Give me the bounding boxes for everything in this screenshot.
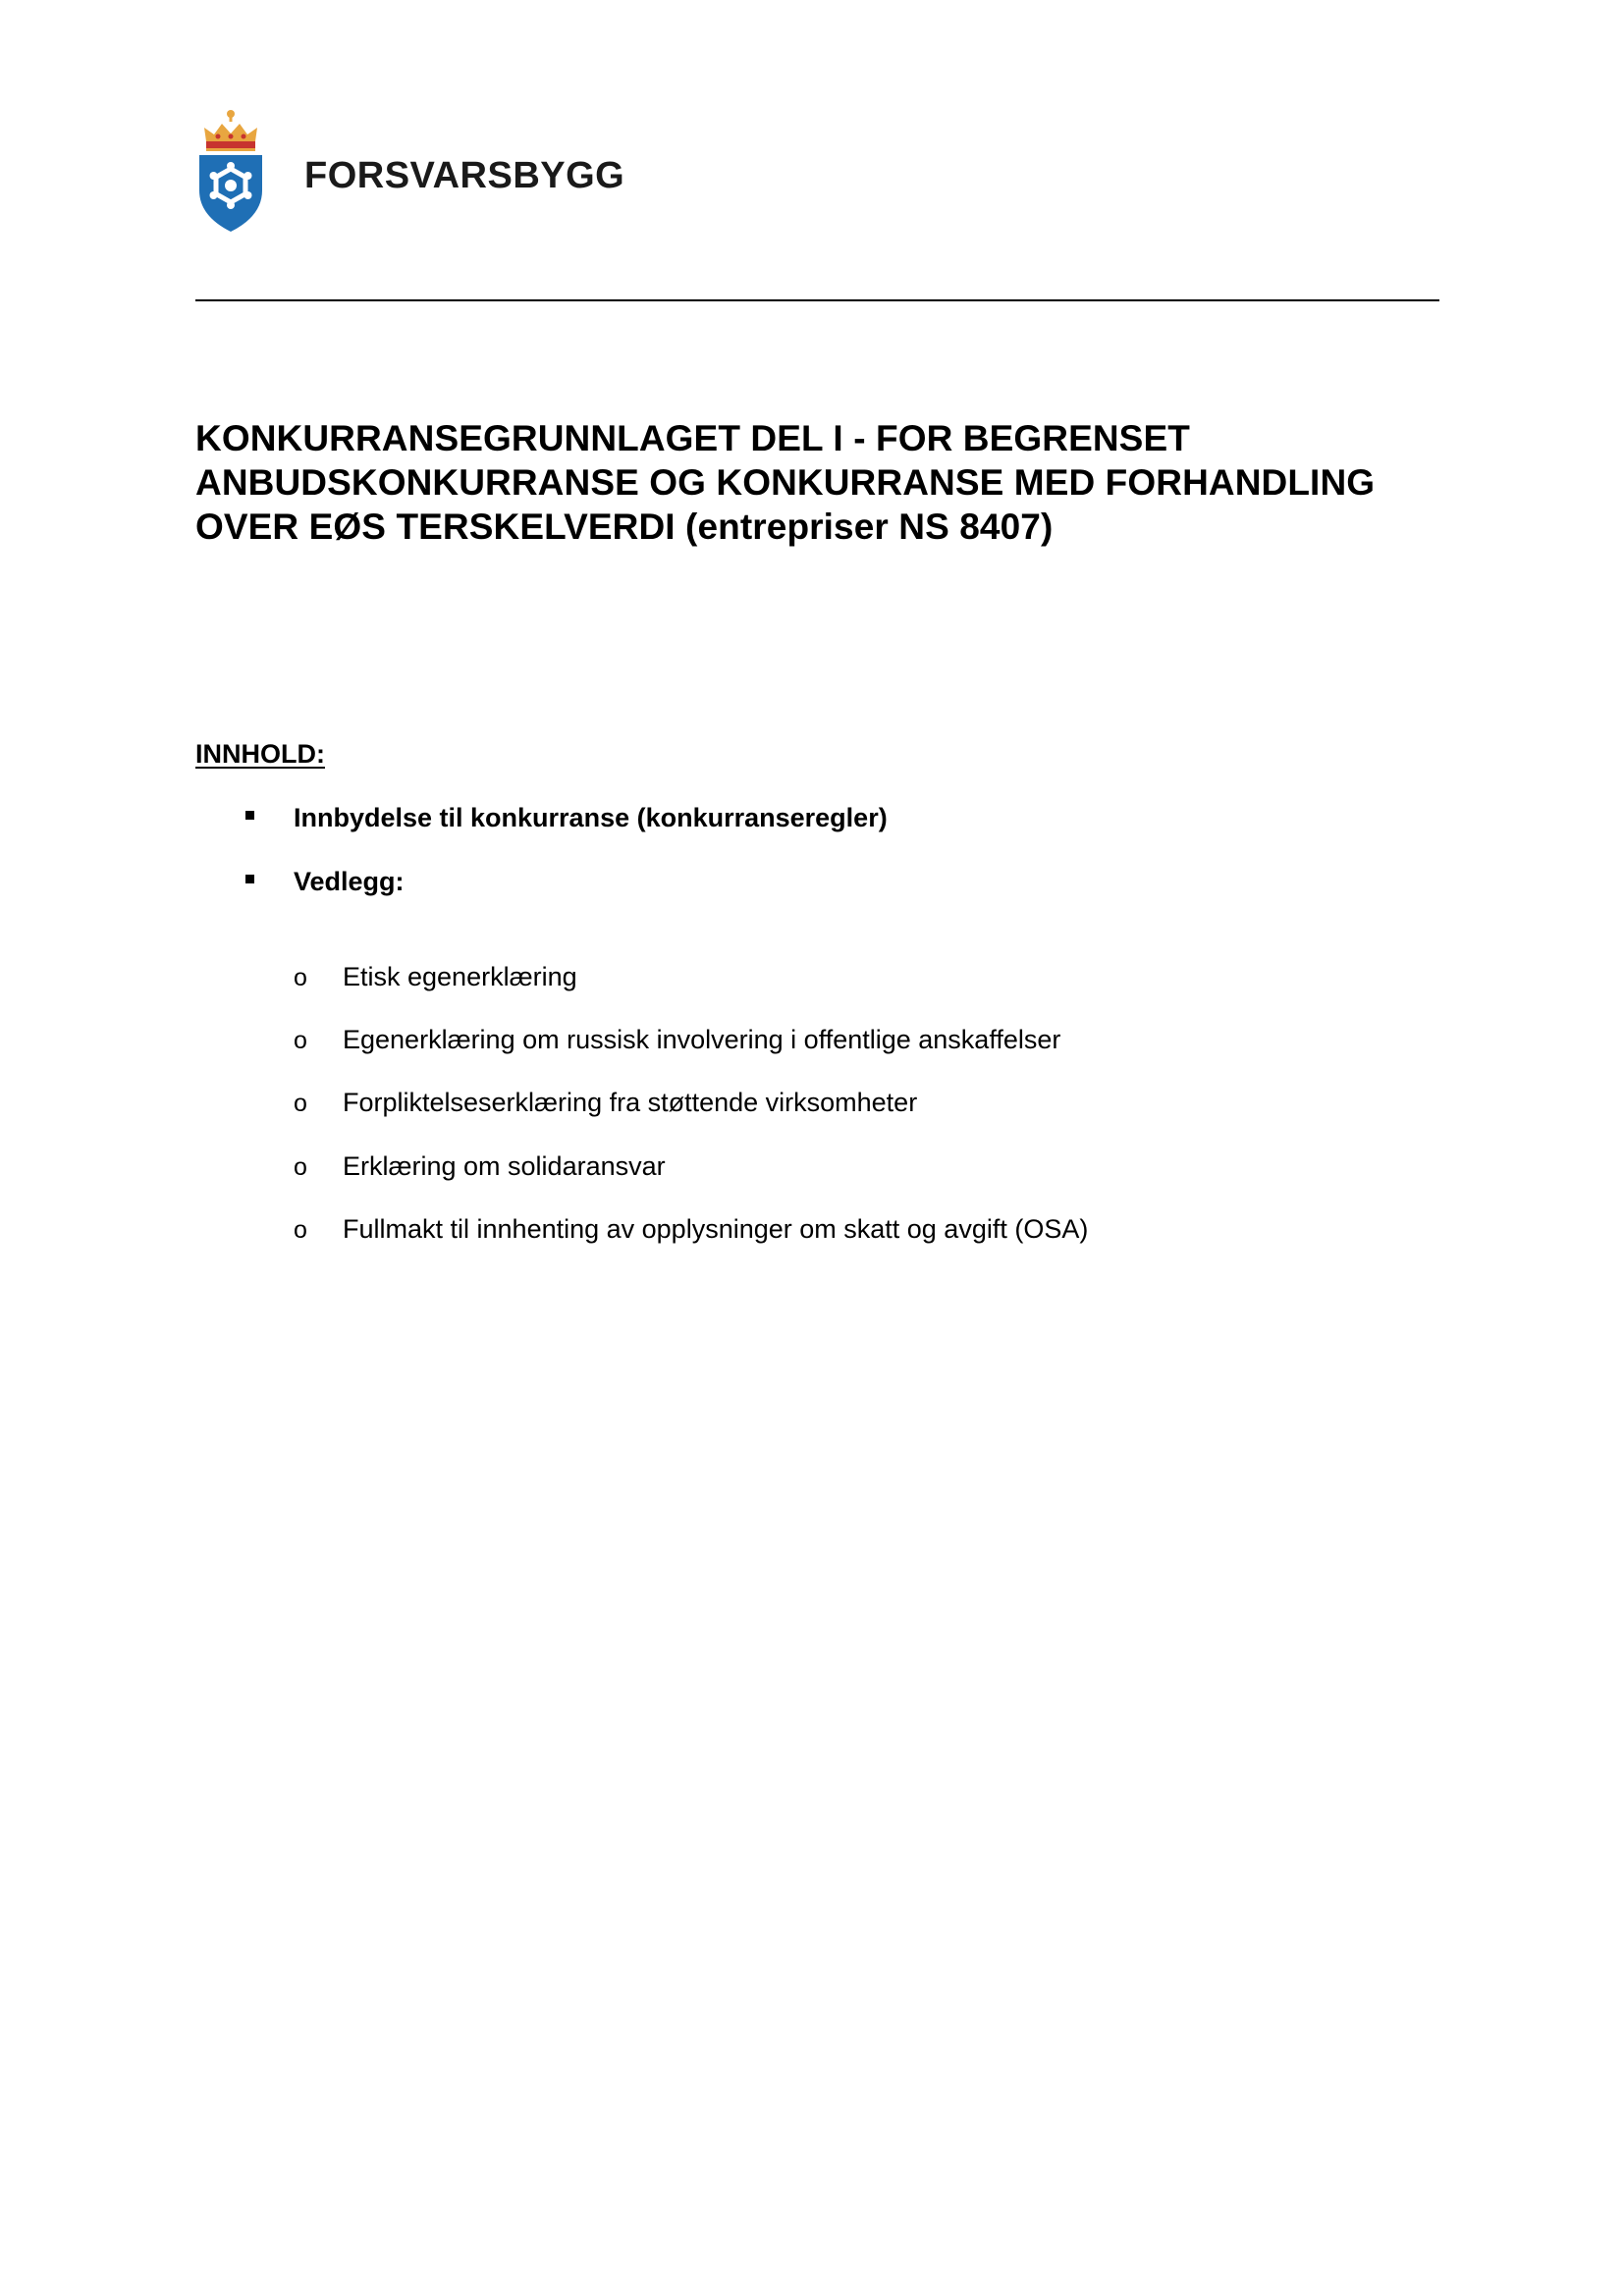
attachment-label: Fullmakt til innhenting av opplysninger om skatt og avgift (OSA) xyxy=(343,1214,1089,1244)
logo xyxy=(196,108,624,234)
contents-item-label: Innbydelse til konkurranse (konkurranseregler) xyxy=(294,803,888,832)
attachment-item xyxy=(294,1151,666,1182)
contents-heading: INNHOLD: xyxy=(195,739,325,769)
contents-item-invitation xyxy=(245,803,888,833)
circle-bullet-marker: o xyxy=(294,1153,307,1181)
attachment-item xyxy=(294,1088,917,1118)
attachment-label: Forpliktelseserklæring fra støttende virksomheter xyxy=(343,1088,918,1117)
attachment-item xyxy=(294,1214,1088,1245)
contents-item-label: Vedlegg: xyxy=(294,867,405,896)
attachment-item xyxy=(294,962,577,992)
document-title: KONKURRANSEGRUNNLAGET DEL I - FOR BEGRENSET ANBUDSKONKURRANSE OG KONKURRANSE MED FORHANDLING OVER EØS TERSKELVERDI (entrepriser NS 8407) xyxy=(195,418,1376,547)
circle-bullet-marker: o xyxy=(294,964,307,991)
org-name: FORSVARSBYGG xyxy=(304,154,625,196)
square-bullet-icon xyxy=(245,875,254,883)
square-bullet-icon xyxy=(245,811,254,820)
circle-bullet-marker: o xyxy=(294,1027,307,1054)
attachment-label: Erklæring om solidaransvar xyxy=(343,1151,666,1181)
circle-bullet-marker: o xyxy=(294,1216,307,1244)
header-divider xyxy=(195,299,1439,301)
attachment-item xyxy=(294,1025,1060,1055)
contents-item-attachments xyxy=(245,867,405,897)
forsvarsbygg-emblem-icon xyxy=(196,108,265,234)
attachment-label: Egenerklæring om russisk involvering i offentlige anskaffelser xyxy=(343,1025,1061,1054)
circle-bullet-marker: o xyxy=(294,1090,307,1117)
attachment-label: Etisk egenerklæring xyxy=(343,962,577,991)
